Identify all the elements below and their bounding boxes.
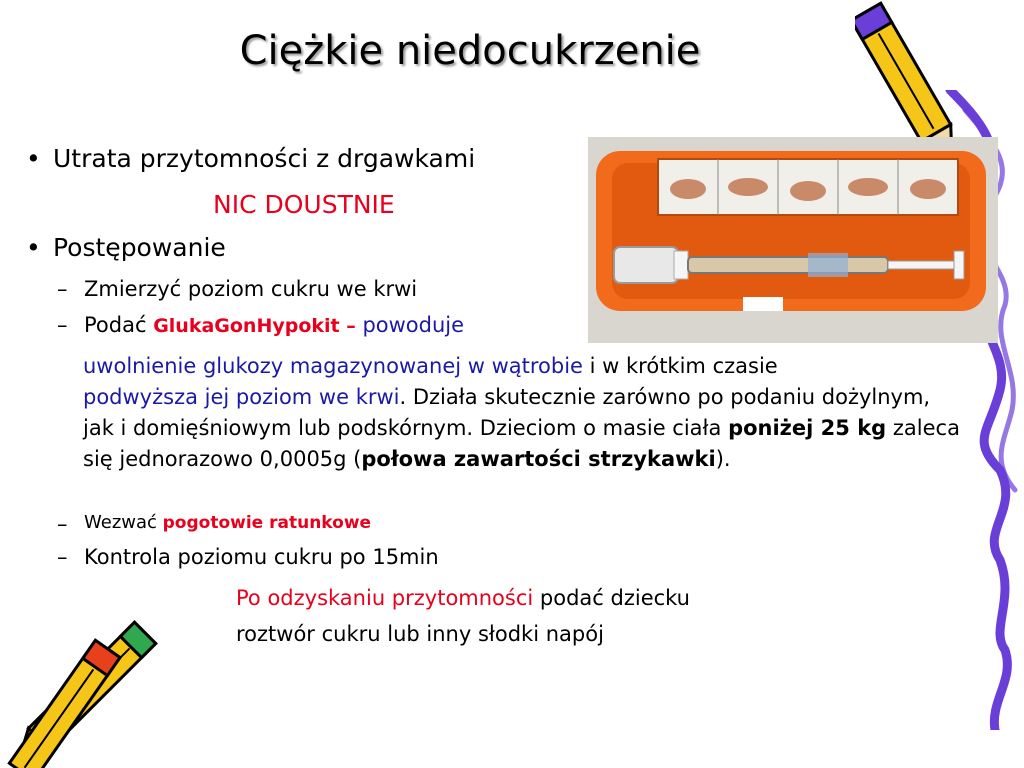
- bullet-procedure: Postępowanie: [53, 233, 226, 262]
- drug-name: GlukaGonHypokit –: [153, 315, 356, 337]
- call-prefix: Wezwać: [84, 512, 163, 533]
- explanation-part7: połowa zawartości strzykawki: [361, 447, 716, 471]
- explanation-part8: ).: [715, 447, 731, 471]
- after-recovery-rest: podać dziecku: [533, 586, 690, 610]
- pencils-icon: [0, 618, 170, 768]
- after-recovery-line2: roztwór cukru lub inny słodki napój: [236, 622, 604, 646]
- sub-control-sugar: Kontrola poziomu cukru po 15min: [84, 545, 439, 569]
- give-prefix: Podać: [84, 313, 154, 337]
- bullet-unconscious: Utrata przytomności z drgawkami: [53, 144, 476, 173]
- slide-title: Ciężkie niedocukrzenie: [239, 28, 701, 74]
- glucagon-kit-photo: [588, 137, 998, 343]
- dash-mark: –: [57, 512, 68, 536]
- no-oral-warning: NIC DOUSTNIE: [213, 190, 395, 219]
- explanation-part4: . Działa skutecznie zarówno po podaniu dożylnym, jak i domięśniowym lub podskórnym. Dzieciom o masie ciała: [83, 385, 931, 440]
- sub-give-glucagon: [84, 313, 464, 337]
- dash-mark: –: [57, 545, 68, 569]
- bullet-mark: •: [26, 233, 41, 262]
- explanation-part2: i w krótkim czasie: [582, 354, 778, 378]
- explanation-part5: poniżej 25 kg: [728, 416, 887, 440]
- dash-mark: –: [57, 277, 68, 301]
- explanation-part3: podwyższa jej poziom we krwi: [83, 385, 400, 409]
- dash-mark: –: [57, 313, 68, 337]
- explanation-part6: zaleca się jednorazowo 0,0005g (: [83, 416, 960, 471]
- sub-call-emergency: [84, 512, 371, 533]
- explanation-part1: uwolnienie glukozy magazynowanej w wątrobie: [83, 354, 583, 378]
- sub-measure-sugar: Zmierzyć poziom cukru we krwi: [84, 277, 418, 301]
- after-recovery-line1: [236, 586, 690, 610]
- emergency-service: pogotowie ratunkowe: [162, 513, 372, 533]
- glucagon-explanation: [83, 351, 963, 475]
- bullet-mark: •: [26, 144, 41, 173]
- after-recovery-red: Po odzyskaniu przytomności: [236, 586, 534, 610]
- give-effect: powoduje: [362, 313, 465, 337]
